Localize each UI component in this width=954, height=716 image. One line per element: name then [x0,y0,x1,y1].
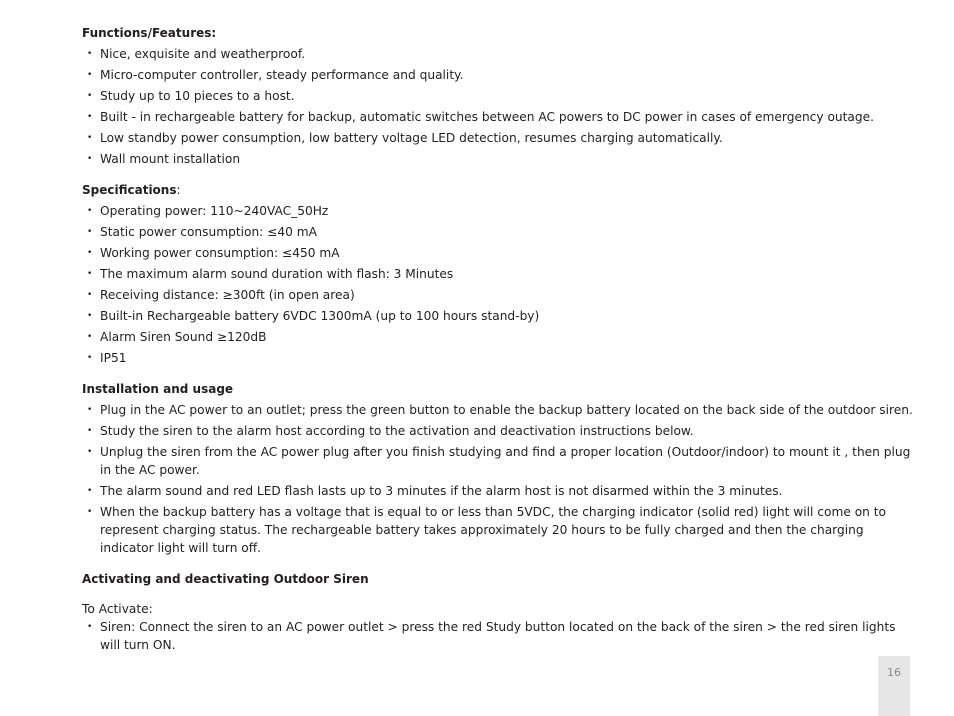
list-item: • Plug in the AC power to an outlet; press the green button to enable the backup battery located on the back side of the outdoor siren. [82,401,914,419]
document-page [82,24,914,654]
list-item: • Nice, exquisite and weatherproof. [82,45,914,63]
list-item: • When the backup battery has a voltage that is equal to or less than 5VDC, the charging indicator (solid red) light will come on to represent charging status. The rechargeable battery takes approximately 20 hours to be fully charged and then the charging indicator light will turn off. [82,503,914,557]
list-item: • Low standby power consumption, low battery voltage LED detection, resumes charging automatically. [82,129,914,147]
list-item: • Built-in Rechargeable battery 6VDC 1300mA (up to 100 hours stand-by) [82,307,914,325]
to-activate-subheading: To Activate: [82,602,153,616]
list-item: • Micro-computer controller, steady performance and quality. [82,66,914,84]
list-item: • The alarm sound and red LED flash lasts up to 3 minutes if the alarm host is not disarmed within the 3 minutes. [82,482,914,500]
functions-list [82,45,914,168]
list-item: • Operating power: 110~240VAC_50Hz [82,202,914,220]
list-item: • Built - in rechargeable battery for backup, automatic switches between AC powers to DC power in cases of emergency outage. [82,108,914,126]
installation-list [82,401,914,557]
list-item: • Study the siren to the alarm host according to the activation and deactivation instructions below. [82,422,914,440]
list-item: • Study up to 10 pieces to a host. [82,87,914,105]
specifications-list [82,202,914,367]
list-item: • The maximum alarm sound duration with flash: 3 Minutes [82,265,914,283]
list-item: • Working power consumption: ≤450 mA [82,244,914,262]
section-title-activating: Activating and deactivating Outdoor Siren [82,572,369,586]
list-item: • Receiving distance: ≥300ft (in open area) [82,286,914,304]
specifications-title-colon: : [176,183,181,197]
section-title-installation: Installation and usage [82,382,234,396]
activate-list [82,618,914,654]
list-item: • Unplug the siren from the AC power plug after you finish studying and find a proper location (Outdoor/indoor) to mount it , then plug in the AC power. [82,443,914,479]
specifications-title-text: Specifications [82,183,177,197]
list-item: • Wall mount installation [82,150,914,168]
page-number: 16 [878,656,910,716]
list-item: • Alarm Siren Sound ≥120dB [82,328,914,346]
section-title-functions: Functions/Features: [82,26,217,40]
list-item: • Static power consumption: ≤40 mA [82,223,914,241]
section-title-specifications [82,181,914,199]
list-item: • IP51 [82,349,914,367]
list-item: • Siren: Connect the siren to an AC power outlet > press the red Study button located on the back of the siren > the red siren lights will turn ON. [82,618,914,654]
